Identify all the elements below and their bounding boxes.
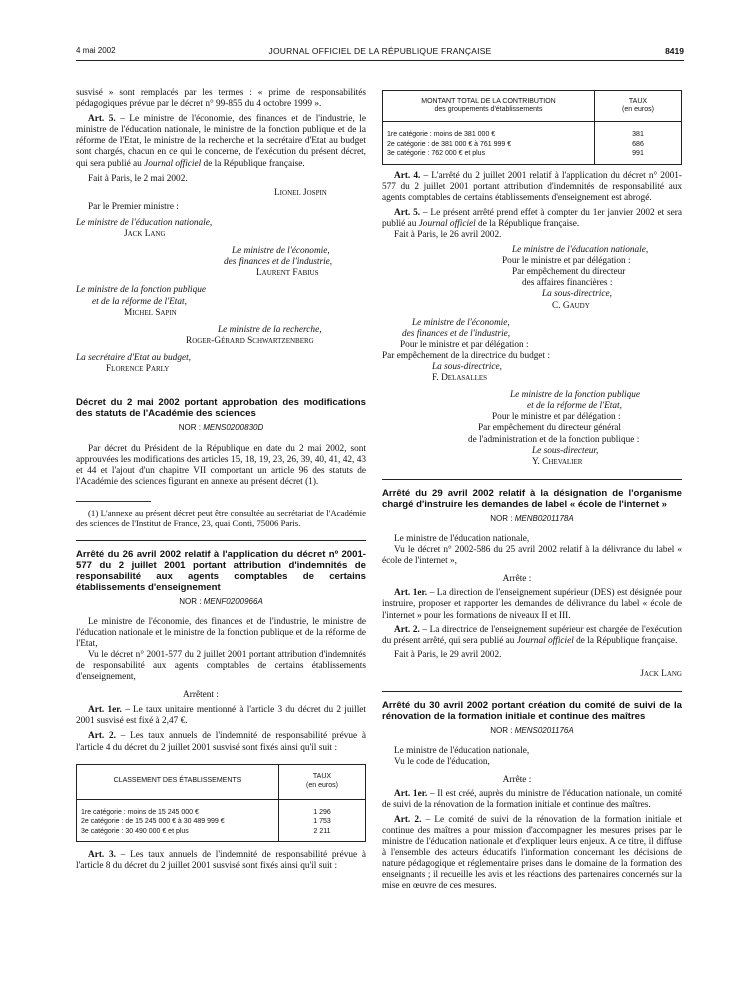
table-header-rate: TAUX (en euros)	[279, 764, 366, 799]
signatory-title: La secrétaire d'Etat au budget,	[76, 352, 191, 363]
arrete-title: Arrêté du 29 avril 2002 relatif à la désignation de l'organisme chargé d'instruire les demandes de label « école de l'internet »	[382, 487, 682, 510]
fait-a-paris: Fait à Paris, le 29 avril 2002.	[394, 649, 502, 660]
par-premier-ministre: Par le Premier ministre :	[88, 201, 179, 212]
row-value: 1 296	[279, 799, 366, 817]
header-journal-title: JOURNAL OFFICIEL DE LA RÉPUBLIQUE FRANÇAISE	[268, 46, 492, 56]
table-header: MONTANT TOTAL DE LA CONTRIBUTION des groupements d'établissements	[383, 91, 595, 122]
signatory-line: Par empêchement du directeur	[512, 267, 626, 278]
header-rule	[76, 60, 684, 61]
paragraph: Vu le code de l'éducation,	[394, 757, 490, 768]
nor-reference: NOR : MENS0201176A	[490, 725, 574, 735]
paragraph: Le ministre de l'éducation nationale,	[394, 533, 530, 544]
row-label: 2e catégorie : de 381 000 € à 761 999 €	[383, 140, 595, 150]
article-1: Art. 1er. – Le taux unitaire mentionné à l'article 3 du décret du 2 juillet 2001 susvisé est fixé à 2,47 €.	[76, 705, 366, 727]
signatory-name: Laurent Fabius	[256, 268, 319, 279]
arrete: Arrête :	[502, 775, 532, 786]
table-row	[77, 827, 366, 842]
article-5: Art. 5. – Le présent arrêté prend effet à compter du 1er janvier 2002 et sera publié au Journal officiel de la République française.	[382, 207, 683, 229]
row-label: 3e catégorie : 30 490 000 € et plus	[77, 827, 279, 842]
article-2: Art. 2. – Les taux annuels de l'indemnité de responsabilité prévue à l'article 4 du décret du 2 juillet 2001 susvisé sont fixés ainsi qu'il suit :	[76, 731, 366, 753]
signatory-name: F. Delasalles	[432, 373, 488, 384]
signatory-line: Par empêchement de la directrice du budget :	[382, 350, 551, 361]
nor-reference: NOR : MENS0200830D	[178, 423, 264, 433]
article-2: Art. 2. – Le comité de suivi de la rénovation de la formation initiale et continue des maîtres a pour mission d'accompagner les mesures prises par le ministre de l'éducation nationale et d'expliquer leurs enjeux. A ce titre, il diffuse à l'ensemble des acteurs éducatifs l'information concernant les décisions de nature pédagogique et réglementaire prises dans le domaine de la formation des enseignants ; il recueille les avis et les réactions des partenaires concernés sur la mise en œuvre de ces mesures.	[382, 814, 682, 892]
paragraph: Le ministre de l'économie, des finances et de l'industrie, le ministre de l'éducation nationale et le ministre de la fonction publique et de la réforme de l'Etat,	[76, 616, 366, 649]
table-row	[383, 149, 682, 164]
paragraph: Vu le décret n° 2002-586 du 25 avril 2002 relatif à la délivrance du label « école de l'internet »,	[382, 545, 682, 567]
table-row	[383, 122, 682, 140]
signatory-title: Le ministre de l'éducation nationale,	[76, 217, 213, 228]
signatory-title: Le ministre de la recherche,	[218, 324, 322, 335]
nor-reference: NOR : MENB0201178A	[490, 513, 574, 523]
rates-table-2	[382, 90, 682, 165]
table-row	[383, 140, 682, 150]
signature-lang: Jack Lang	[640, 668, 682, 679]
row-value: 686	[595, 140, 682, 150]
signature-jospin: Lionel Jospin	[274, 187, 327, 198]
header-date: 4 mai 2002	[76, 46, 116, 55]
signatory-title: des finances et de l'industrie,	[402, 328, 511, 339]
signatory-title: Le ministre de la fonction publique	[76, 285, 207, 296]
arrete: Arrête :	[502, 574, 532, 585]
signatory-name: C. Gaudy	[552, 300, 590, 311]
signatory-line: La sous-directrice,	[542, 289, 612, 300]
table-row	[77, 817, 366, 827]
rates-table-1	[76, 764, 366, 843]
article-3: Art. 3. – Les taux annuels de l'indemnité de responsabilité prévue à l'article 8 du décret du 2 juillet 2001 susvisé sont fixés ainsi qu'il suit :	[76, 850, 366, 872]
paragraph: susvisé » sont remplacés par les termes : « prime de responsabilités pédagogiques prévue par le décret n° 99-855 du 4 octobre 1999 ».	[76, 88, 366, 110]
paragraph: Vu le décret n° 2001-577 du 2 juillet 2001 portant attribution d'indemnités de responsabilité aux agents comptables de certains établissements d'enseignement,	[76, 649, 366, 683]
signatures-block-2	[382, 245, 682, 468]
page-header	[76, 46, 684, 60]
signatory-line: Pour le ministre et par délégation :	[502, 256, 631, 267]
decret-title: Décret du 2 mai 2002 portant approbation des modifications des statuts de l'Académie des sciences	[76, 397, 366, 420]
row-label: 1re catégorie : moins de 381 000 €	[383, 122, 595, 140]
signatory-title: Le ministre de la fonction publique	[510, 390, 641, 401]
fait-a-paris: Fait à Paris, le 26 avril 2002.	[394, 229, 502, 240]
paragraph: Le ministre de l'éducation nationale,	[394, 746, 530, 757]
left-column	[76, 88, 366, 872]
article-5	[76, 114, 366, 169]
article-1: Art. 1er. – Il est créé, auprès du ministre de l'éducation nationale, un comité de suivi de la rénovation de la formation initiale et continue des maîtres.	[382, 789, 682, 811]
signatory-title: des finances et de l'industrie,	[224, 257, 333, 268]
nor-reference: NOR : MENF0200966A	[179, 596, 263, 606]
signatory-name: Y. Chevalier	[532, 456, 583, 467]
table-row	[77, 799, 366, 817]
signatory-line: Pour le ministre et par délégation :	[400, 339, 529, 350]
decret-body: Par décret du Président de la République en date du 2 mai 2002, sont approuvées les modifications des articles 15, 18, 19, 23, 26, 39, 40, 41, 42, 43 et 44 et l'ajout d'un chapitre VII comportant un article 96 des statuts de l'Académie des sciences figurant en annexe au présent décret (1).	[76, 444, 366, 488]
journal-ref: Journal officiel	[144, 158, 202, 169]
signatory-line: de l'administration et de la fonction publique :	[468, 434, 640, 445]
signatory-line: Par empêchement du directeur général	[478, 423, 621, 434]
table-header-rate: TAUX (en euros)	[595, 91, 682, 122]
article-text-end: de la République française.	[201, 158, 305, 169]
arrete-title: Arrêté du 30 avril 2002 portant création du comité de suivi de la rénovation de la formation initiale et continue des maîtres	[382, 699, 682, 722]
article-label: Art. 5.	[88, 114, 116, 125]
right-column	[382, 90, 682, 892]
table-header: CLASSEMENT DES ÉTABLISSEMENTS	[77, 764, 279, 799]
article-4: Art. 4. – L'arrêté du 2 juillet 2001 relatif à l'application du décret n° 2001-577 du 2 juillet 2001 portant attribution d'indemnités de responsabilité aux agents comptables de certains établissements d'enseignement est abrogé.	[382, 170, 682, 203]
signatory-line: Le sous-directeur,	[532, 445, 599, 456]
fait-a-paris: Fait à Paris, le 2 mai 2002.	[88, 173, 188, 184]
row-label: 3e catégorie : 762 000 € et plus	[383, 149, 595, 164]
signatory-title: Le ministre de l'éducation nationale,	[512, 245, 649, 256]
signatory-name: Michel Sapin	[124, 307, 177, 318]
section-separator	[382, 691, 682, 692]
signatory-title: et de la réforme de l'Etat,	[527, 401, 622, 412]
signatory-line: La sous-directrice,	[432, 362, 502, 372]
signatory-name: Roger-Gérard Schwartzenberg	[186, 335, 314, 346]
row-label: 1re catégorie : moins de 15 245 000 €	[77, 799, 279, 817]
footnote: (1) L'annexe au présent décret peut être consultée au secrétariat de l'Académie des sciences de l'Institut de France, 23, quai Conti, 75006 Paris.	[76, 507, 366, 529]
row-value: 381	[595, 122, 682, 140]
signatory-name: Florence Parly	[106, 363, 170, 374]
signatory-name: Jack Lang	[124, 229, 166, 240]
header-page-number: 8419	[665, 46, 684, 56]
row-label: 2e catégorie : de 15 245 000 € à 30 489 999 €	[77, 817, 279, 827]
signatory-title: Le ministre de l'économie,	[412, 317, 510, 328]
row-value: 1 753	[279, 817, 366, 827]
arrete-title: Arrêté du 26 avril 2002 relatif à l'application du décret nº 2001-577 du 2 juillet 2001 portant attribution d'indemnités de responsabilité aux agents comptables de certains établissements d'enseignement	[76, 548, 366, 593]
article-2: Art. 2. – La directrice de l'enseignement supérieur est chargée de l'exécution du présent arrêté, qui sera publié au Journal officiel de la République française.	[382, 624, 683, 646]
article-text: – Le ministre de l'économie, des finances et de l'industrie, le ministre de l'éducation nationale, le ministre de la fonction publique et de la réforme de l'Etat, le ministre de la recherche et la secrétaire d'Etat au budget sont chargés, chacun en ce qui le concerne, de l'exécution du présent décret, qui sera publié au	[76, 114, 366, 169]
signatory-line: Pour le ministre et par délégation :	[492, 412, 621, 423]
article-1: Art. 1er. – La direction de l'enseignement supérieur (DES) est désignée pour instruire, proposer et rapporter les demandes de délivrance du label « école de l'internet » pour les formations de niveaux II et III.	[382, 588, 682, 621]
signatory-title: Le ministre de l'économie,	[232, 246, 330, 257]
row-value: 2 211	[279, 827, 366, 842]
footnote-rule	[76, 501, 151, 502]
arretent: Arrêtent :	[183, 690, 219, 701]
signatory-line: des affaires financières :	[522, 278, 613, 289]
signatures-block	[76, 218, 366, 375]
section-separator	[76, 540, 366, 541]
section-separator	[382, 479, 682, 480]
signatory-title: et de la réforme de l'Etat,	[92, 296, 187, 307]
row-value: 991	[595, 149, 682, 164]
